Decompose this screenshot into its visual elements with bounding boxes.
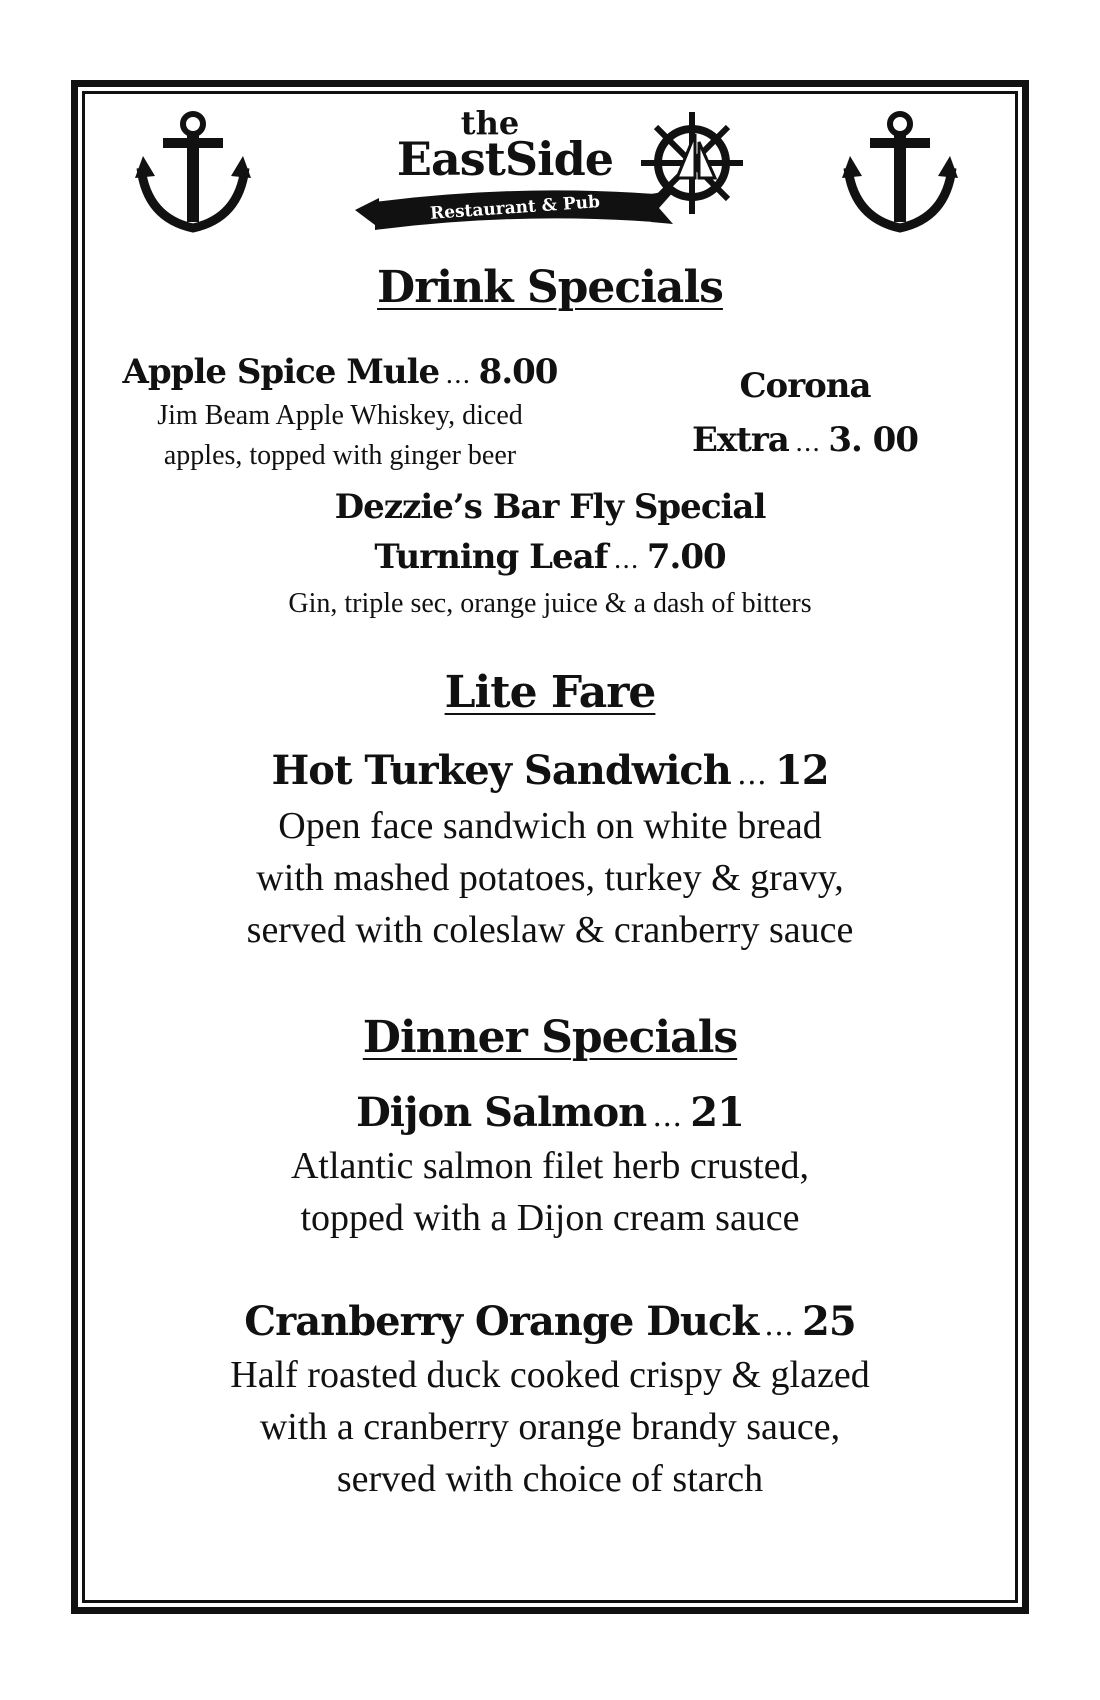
price-separator: …: [764, 1308, 797, 1343]
hot-turkey-sandwich-description: [0, 800, 1100, 956]
dijon-salmon-name: [0, 1089, 1100, 1136]
corona-extra-name: [665, 420, 945, 460]
price-separator: …: [794, 428, 823, 458]
item-price: 7.00: [646, 537, 726, 577]
description-line: Atlantic salmon filet herb crusted,: [290, 1145, 810, 1187]
logo-subtitle: Restaurant & Pub: [429, 192, 601, 224]
description-line: served with coleslaw & cranberry sauce: [246, 909, 854, 951]
item-name-text: Hot Turkey Sandwich: [271, 747, 731, 794]
item-price: 21: [690, 1089, 744, 1136]
item-name-text: Cranberry Orange Duck: [244, 1298, 759, 1345]
item-price: 25: [802, 1298, 856, 1345]
lite-fare-heading: Lite Fare: [444, 667, 656, 718]
bar-fly-special-name: Dezzie’s Bar Fly Special: [334, 487, 766, 527]
description-line: with a cranberry orange brandy sauce,: [259, 1406, 841, 1448]
description-line: Gin, triple sec, orange juice & a dash of bitters: [288, 588, 812, 619]
apple-spice-mule-description: [105, 396, 575, 476]
price-separator: …: [613, 545, 641, 575]
description-line: with mashed potatoes, turkey & gravy,: [256, 857, 844, 899]
item-price: 8.00: [478, 352, 558, 392]
item-price: 12: [774, 747, 829, 794]
restaurant-logo: [355, 104, 750, 234]
item-name-text: Apple Spice Mule: [122, 352, 440, 392]
anchor-icon: [133, 110, 253, 238]
price-separator: …: [736, 757, 769, 792]
ship-wheel-icon: [637, 108, 747, 218]
dijon-salmon-description: [0, 1140, 1100, 1244]
apple-spice-mule-name: [105, 352, 575, 392]
logo-name: EastSide: [396, 132, 614, 186]
turning-leaf-name: [0, 537, 1100, 577]
item-name-text: Dijon Salmon: [356, 1089, 647, 1136]
item-name-text: Turning Leaf: [374, 537, 608, 577]
drink-specials-heading: Drink Specials: [377, 262, 723, 313]
description-line: apples, topped with ginger beer: [163, 440, 517, 471]
price-separator: …: [652, 1099, 685, 1134]
cranberry-orange-duck-name: [0, 1298, 1100, 1345]
description-line: Open face sandwich on white bread: [278, 805, 822, 847]
price-separator: …: [445, 360, 473, 390]
turning-leaf-description: [0, 584, 1100, 624]
anchor-icon: [840, 110, 960, 238]
item-name-text: Extra: [692, 420, 789, 460]
item-price: 3. 00: [828, 420, 918, 460]
description-line: served with choice of starch: [336, 1458, 764, 1500]
hot-turkey-sandwich-name: [0, 747, 1100, 794]
corona-name: Corona: [739, 366, 871, 406]
dinner-specials-heading: Dinner Specials: [362, 1012, 738, 1063]
cranberry-orange-duck-description: [0, 1349, 1100, 1505]
description-line: Half roasted duck cooked crispy & glazed: [230, 1354, 870, 1396]
description-line: topped with a Dijon cream sauce: [300, 1197, 800, 1239]
description-line: Jim Beam Apple Whiskey, diced: [157, 400, 523, 431]
logo-the: the: [460, 104, 520, 142]
